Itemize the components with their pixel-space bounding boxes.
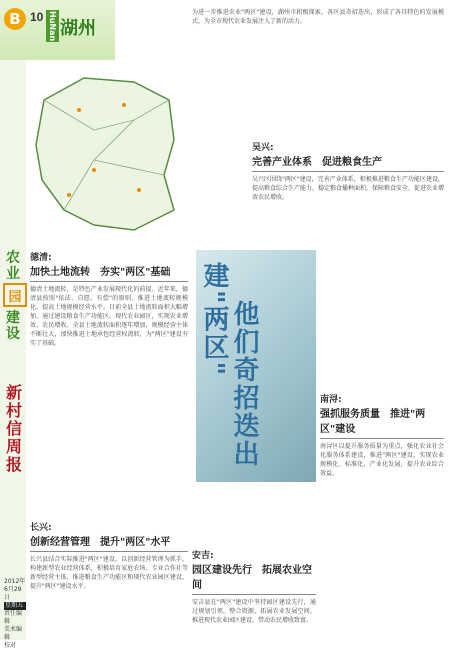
section-label-bottom: 建设 <box>6 310 20 342</box>
proofreader-label: 校对 <box>4 642 17 649</box>
article-kicker: 长兴: <box>30 523 52 533</box>
article-body: 安吉县在"两区"建设中坚持园区建设先行，通过规划引领，整合资源，拓展农业发展空间，推进现代农业园区建设，带动农民增收致富。 <box>192 599 316 624</box>
article-body: 吴兴区围绕"两区"建设，完善产业体系，积极推进粮食生产功能区建设，提高粮食综合生产能力，稳定粮食播种面积，保障粮食安全，促进农业增效农民增收。 <box>252 176 444 201</box>
art-editor-label: 美术编辑 <box>4 626 23 641</box>
article-title: 强抓服务质量 推进"两区"建设 <box>320 409 426 435</box>
feature-title-2: 他们奇招迭出 <box>229 300 259 468</box>
intro-text: 为进一步推进农业"两区"建设，湖州市积极探索，各区县奇招迭出，形成了各具特色的发展模式，为全市现代农业发展注入了新的活力。 <box>192 9 444 25</box>
article-body: 长兴县结合实际推进"两区"建设，以创新经营管理为抓手，构建新型农业经营体系，积极培育家庭农场、专业合作社等新型经营主体，推进粮食生产功能区和现代农业园区建设，提升"两区"建设水平。 <box>30 556 188 590</box>
newspaper-masthead: 新村信周报 <box>5 385 22 474</box>
divider <box>30 281 188 282</box>
region-title: 湖州 <box>60 18 96 39</box>
dateline <box>4 578 26 650</box>
article-title: 完善产业体系 促进粮食生产 <box>252 157 382 168</box>
date-day: 6月29日 <box>4 586 22 601</box>
section-label-box: 园 <box>3 283 27 307</box>
article-anji <box>192 548 316 663</box>
left-strip <box>0 60 26 640</box>
date-year: 2012年 <box>4 578 26 585</box>
editor-label: 责任编辑 <box>4 610 23 625</box>
divider <box>320 438 444 439</box>
article-kicker: 吴兴: <box>252 143 274 153</box>
article-nanxun <box>320 392 444 642</box>
page-number: 10 <box>30 10 44 24</box>
article-title: 创新经营管理 提升"两区"水平 <box>30 537 171 548</box>
article-body: 南浔区以提升服务质量为重点，强化农业社会化服务体系建设，推进"两区"建设，实现农业规模化、标准化、产业化发展，提升农业综合效益。 <box>320 443 444 477</box>
section-badge: B <box>4 8 26 30</box>
feature-title-1: 建"两区" <box>199 262 229 378</box>
divider <box>192 594 316 595</box>
section-label-top: 农业 <box>6 250 20 282</box>
divider <box>30 551 188 552</box>
article-kicker: 德清: <box>30 253 52 263</box>
article-body: 德清土地流转，是特色产业发展现代化的前提。近年来，德清县按照"依法、自愿、有偿"的原则，推进土地流转规模化，提高土地规模经营水平。目前全县土地流转面积大幅增加，通过建设粮食生产功能区、现代农业园区，实现农业增效、农民增收。全县土地流转面积逐年增加，规模经营主体不断壮大，加快推进土地承包经营权流转，为"两区"建设夯实了基础。 <box>30 286 188 347</box>
article-changxing <box>30 520 188 650</box>
article-title: 加快土地流转 夯实"两区"基础 <box>30 267 171 278</box>
divider <box>252 171 444 172</box>
region-pinyin: HuNan <box>48 11 57 42</box>
article-deqing <box>30 250 188 535</box>
date-weekday: 星期五 <box>4 602 26 610</box>
article-kicker: 安吉: <box>192 551 214 561</box>
region-map <box>24 60 186 240</box>
article-title: 园区建设先行 拓展农业空间 <box>192 565 312 591</box>
article-kicker: 南浔: <box>320 395 342 405</box>
